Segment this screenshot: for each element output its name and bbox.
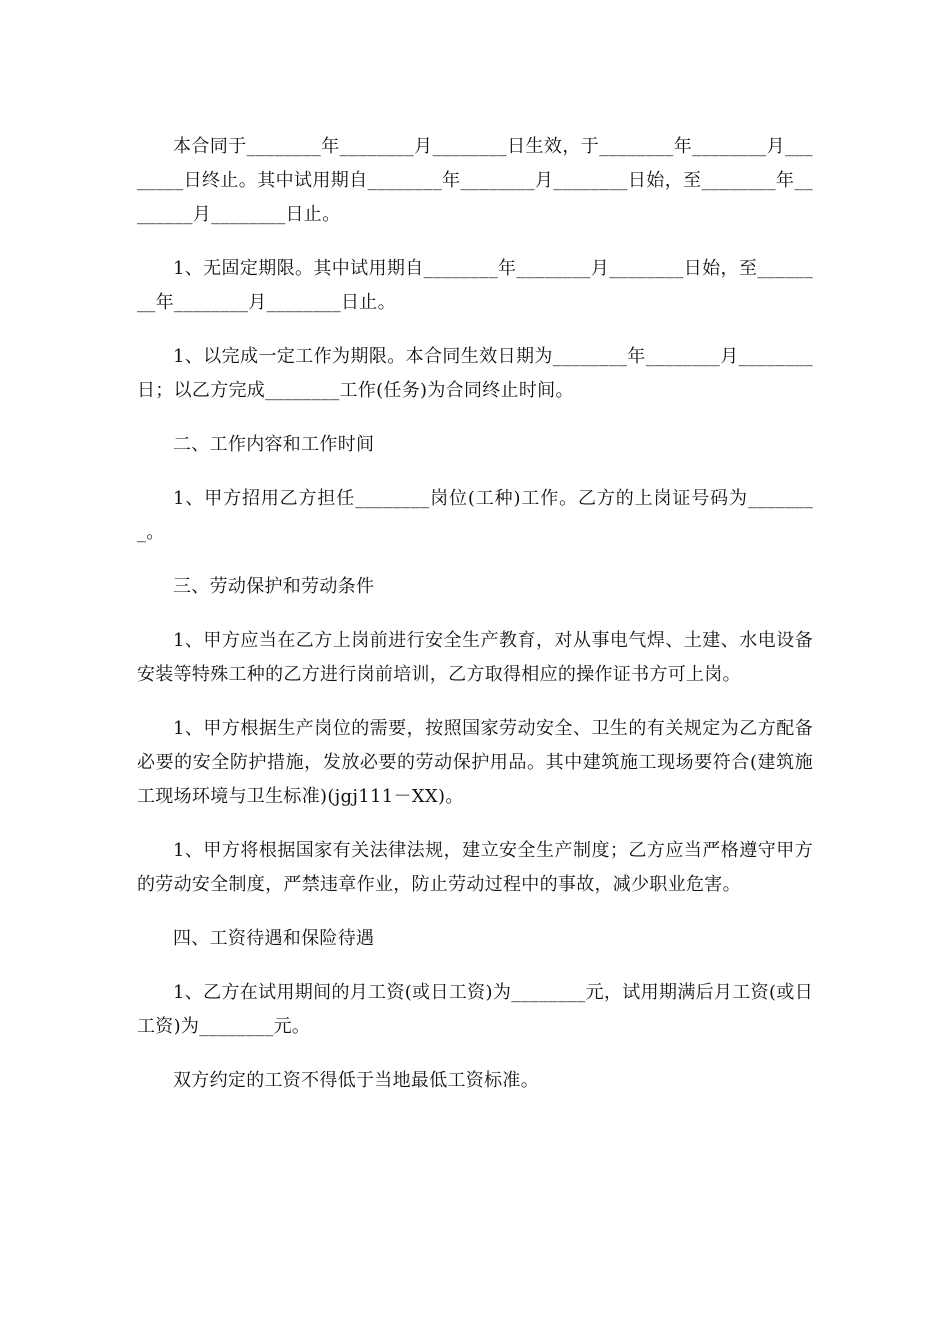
indefinite-term-paragraph: 1、无固定期限。其中试用期自________年________月________日始，至________年________月________日止。 xyxy=(137,258,813,313)
contract-term-paragraph: 本合同于________年________月________日生效，于________年________月________日终止。其中试用期自________年________月________日始，至________年________月________日止。 xyxy=(137,136,813,225)
task-based-term-paragraph: 1、以完成一定工作为期限。本合同生效日期为________年________月________日；以乙方完成________工作(任务)为合同终止时间。 xyxy=(137,346,813,401)
safety-rules-paragraph: 1、甲方将根据国家有关法律法规，建立安全生产制度；乙方应当严格遵守甲方的劳动安全制度，严禁违章作业，防止劳动过程中的事故，减少职业危害。 xyxy=(137,840,813,895)
document-body xyxy=(137,130,813,1118)
protective-equipment-paragraph: 1、甲方根据生产岗位的需要，按照国家劳动安全、卫生的有关规定为乙方配备必要的安全防护措施，发放必要的劳动保护用品。其中建筑施工现场要符合(建筑施工现场环境与卫生标准)(jgj111－XX)。 xyxy=(137,718,813,807)
minimum-wage-paragraph: 双方约定的工资不得低于当地最低工资标准。 xyxy=(173,1070,539,1091)
section-heading-labor-protection: 三、劳动保护和劳动条件 xyxy=(173,576,375,597)
wage-paragraph: 1、乙方在试用期间的月工资(或日工资)为________元，试用期满后月工资(或日工资)为________元。 xyxy=(137,982,813,1037)
job-position-paragraph: 1、甲方招用乙方担任________岗位(工种)工作。乙方的上岗证号码为________。 xyxy=(137,488,813,543)
section-heading-work-content: 二、工作内容和工作时间 xyxy=(173,434,375,455)
section-heading-wages-insurance: 四、工资待遇和保险待遇 xyxy=(173,928,375,949)
safety-education-paragraph: 1、甲方应当在乙方上岗前进行安全生产教育，对从事电气焊、土建、水电设备安装等特殊工种的乙方进行岗前培训，乙方取得相应的操作证书方可上岗。 xyxy=(137,630,813,685)
